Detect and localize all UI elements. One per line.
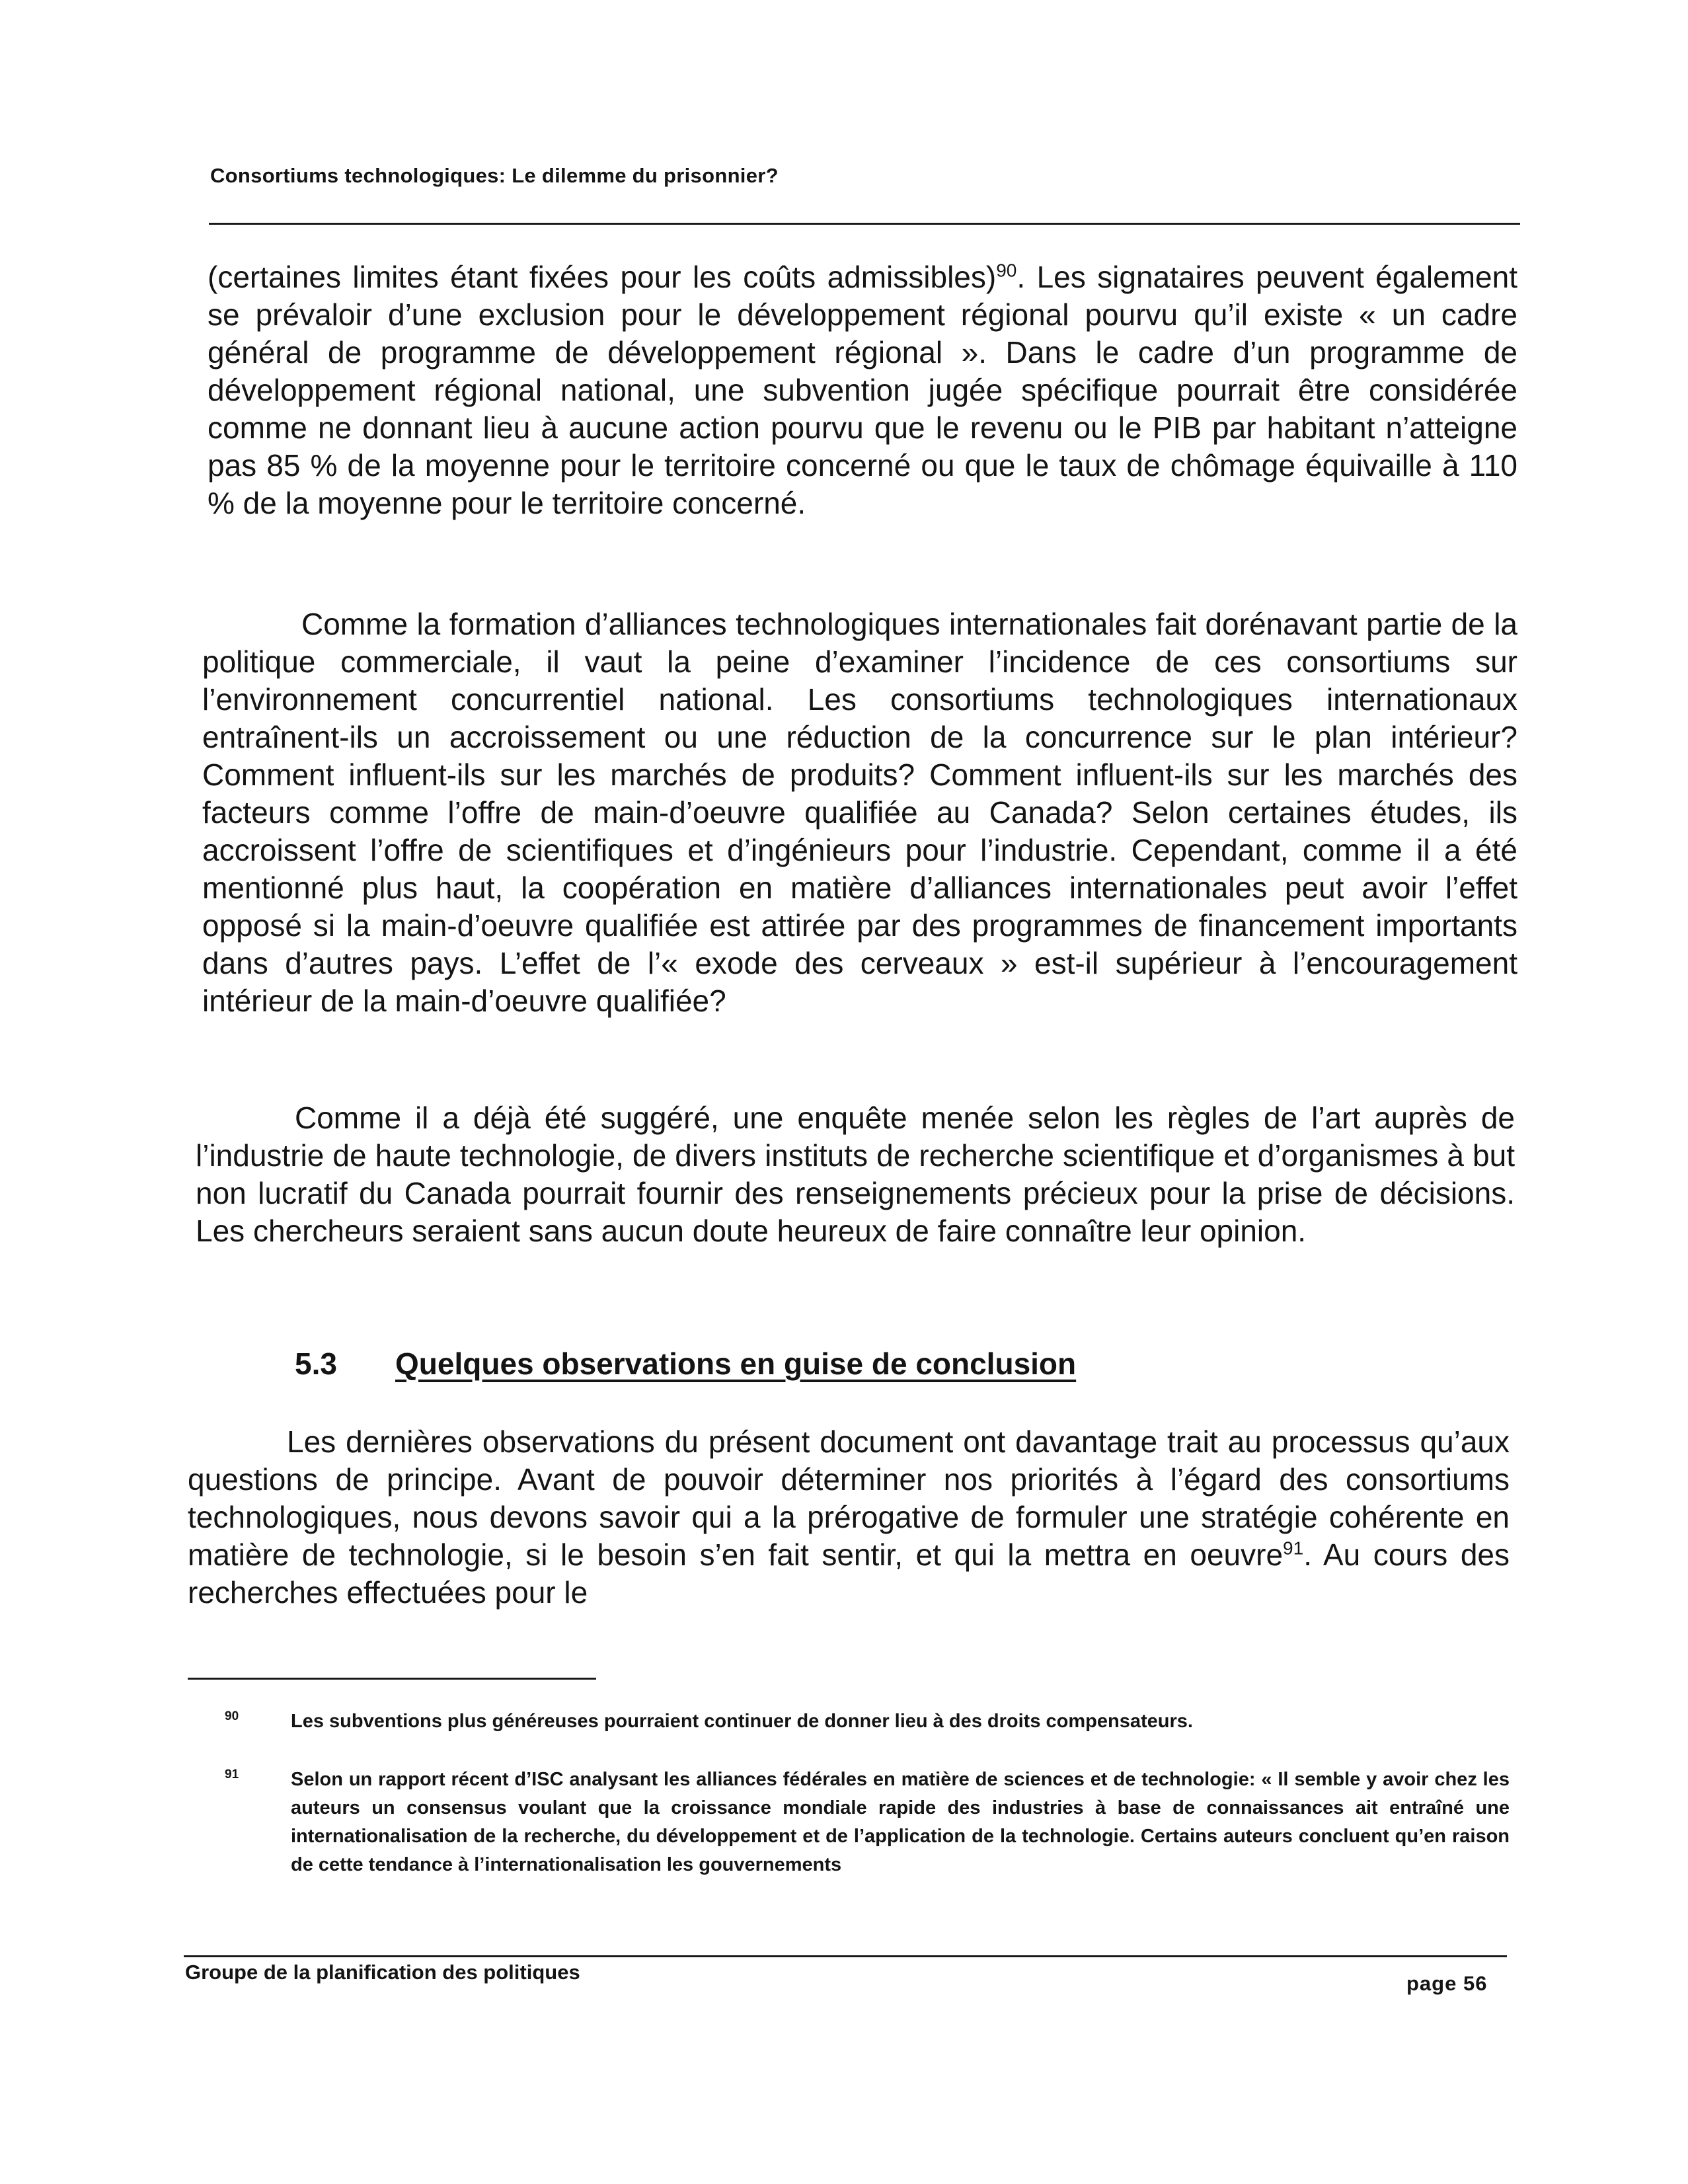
section-number: 5.3 xyxy=(295,1346,337,1381)
running-header-title: Consortiums technologiques: Le dilemme du prisonnier? xyxy=(210,164,779,187)
paragraph-4-text-b: . Au cours des recherches effectuées pour le xyxy=(188,1538,1510,1610)
footnote-mark: 90 xyxy=(225,1709,239,1723)
paragraph-4-text-a: Les dernières observations du présent document ont davantage trait au processus qu’aux questions de principe. Avant de pouvoir déterminer nos priorités à l’égard des consortiums technologiques, nous devons savoir qui a la prérogative de formuler une stratégie cohérente en matière de technologie, si le besoin s’en fait sentir, et qui la mettra en oeuvre xyxy=(188,1424,1510,1572)
footnote-90 xyxy=(225,1707,1510,1736)
page-number: page 56 xyxy=(1406,1972,1488,1995)
footnote-divider xyxy=(188,1678,596,1680)
footnote-text: Selon un rapport récent d’ISC analysant les alliances fédérales en matière de sciences et de technologie: « Il semble y avoir chez les auteurs un consensus voulant que la croissance mondiale rapide des industries à base de connaissances ait entraîné une internationalisation de la recherche, du développement et de l’application de la technologie. Certains auteurs concluent qu’en raison de cette tendance à l’internationalisation les gouvernements xyxy=(291,1769,1510,1875)
paragraph-3: Comme il a déjà été suggéré, une enquête menée selon les règles de l’art auprès de l’industrie de haute technologie, de divers instituts de recherche scientifique et d’organismes à but non lucratif du Canada pourrait fournir des renseignements précieux pour la prise de décisions. Les chercheurs seraient sans aucun doute heureux de faire connaître leur opinion. xyxy=(196,1101,1515,1248)
footnote-ref-90: 90 xyxy=(996,260,1017,281)
footnote-91 xyxy=(225,1766,1510,1879)
footnote-text: Les subventions plus généreuses pourraient continuer de donner lieu à des droits compensateurs. xyxy=(291,1711,1193,1732)
paragraph-1 xyxy=(208,258,1517,522)
section-heading xyxy=(295,1346,1076,1382)
footer-organization: Groupe de la planification des politiques xyxy=(185,1961,580,1984)
paragraph-2: Comme la formation d’alliances technologiques internationales fait dorénavant partie de la politique commerciale, il vaut la peine d’examiner l’incidence de ces consortiums sur l’environnement concurrentiel national. Les consortiums technologiques internationaux entraînent-ils un accroissement ou une réduction de la concurrence sur le plan intérieur? Comment influent-ils sur les marchés de produits? Comment influent-ils sur les marchés des facteurs comme l’offre de main-d’oeuvre qualifiée au Canada? Selon certaines études, ils accroissent l’offre de scientifiques et d’ingénieurs pour l’industrie. Cependant, comme il a été mentionné plus haut, la coopération en matière d’alliances internationales peut avoir l’effet opposé si la main-d’oeuvre qualifiée est attirée par des programmes de financement importants dans d’autres pays. L’effet de l’« exode des cerveaux » est-il supérieur à l’encouragement intérieur de la main-d’oeuvre qualifiée? xyxy=(202,607,1517,1018)
paragraph-4 xyxy=(188,1423,1510,1612)
footnote-ref-91: 91 xyxy=(1283,1538,1304,1559)
footnote-mark: 91 xyxy=(225,1768,239,1781)
footer-divider xyxy=(184,1955,1507,1957)
section-title: Quelques observations en guise de conclusion xyxy=(395,1346,1077,1381)
header-divider xyxy=(209,223,1520,225)
paragraph-1-text-b: . Les signataires peuvent également se prévaloir d’une exclusion pour le développement régional pourvu qu’il existe « un cadre général de programme de développement régional ». Dans le cadre d’un programme de développement régional national, une subvention jugée spécifique pourrait être considérée comme ne donnant lieu à aucune action pourvu que le revenu ou le PIB par habitant n’atteigne pas 85 % de la moyenne pour le territoire concerné ou que le taux de chômage équivaille à 110 % de la moyenne pour le territoire concerné. xyxy=(208,260,1517,520)
paragraph-1-text-a: (certaines limites étant fixées pour les coûts admissibles) xyxy=(208,260,997,294)
